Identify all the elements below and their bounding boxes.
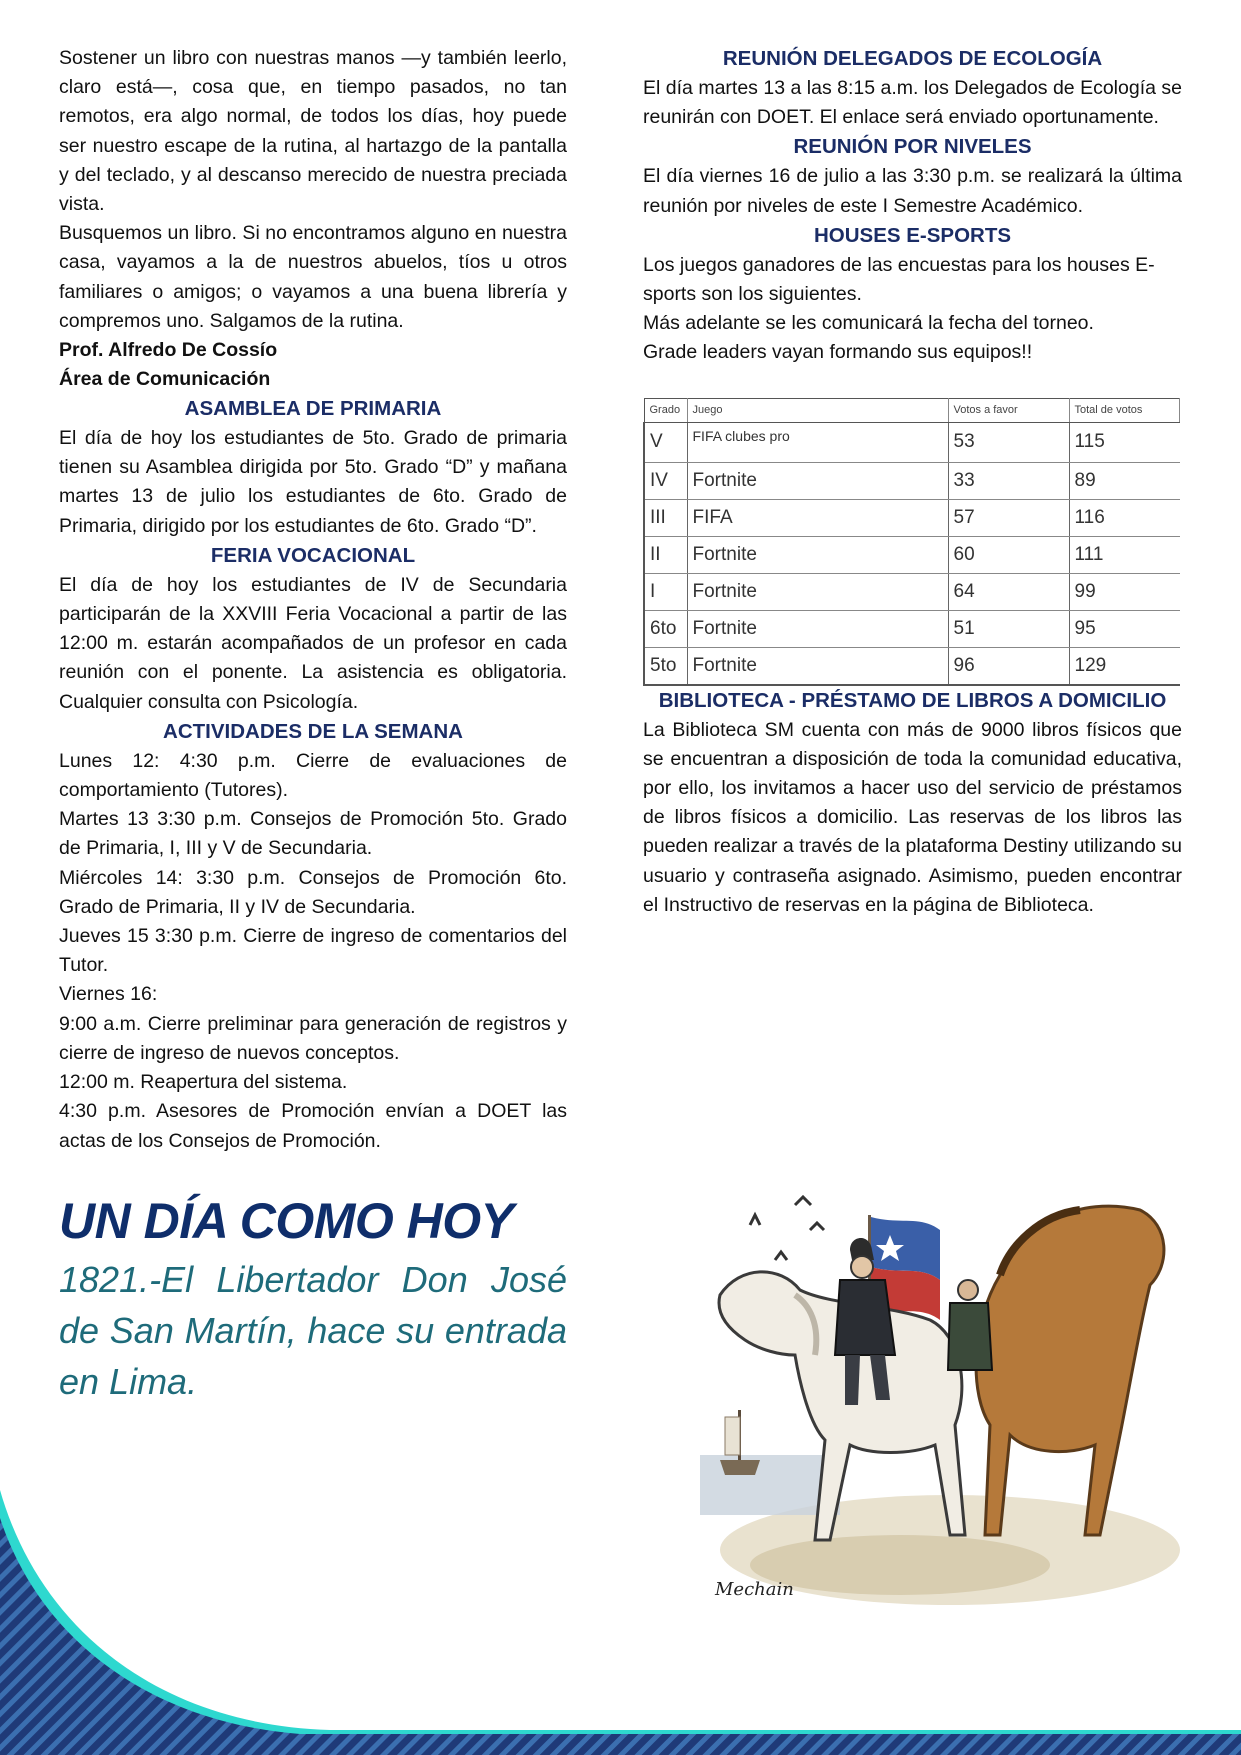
bird-icon (750, 1215, 760, 1225)
intro-paragraph-2: Busquemos un libro. Si no encontramos alguno en nuestra casa, vayamos a la de nuestros abuelos, tíos u otros familiares o amigos; o vayamos a una buena librería y compremos uno. Salgamos de la rutina. (59, 222, 567, 332)
cell-juego: Fortnite (687, 573, 948, 610)
cell-grado: V (644, 422, 687, 462)
artist-signature: Mechain (715, 1579, 794, 1600)
esports-line: Grade leaders vayan formando sus equipos!! (643, 341, 1033, 364)
dia-como-hoy-title: UN DÍA COMO HOY (59, 1192, 514, 1249)
cell-total: 129 (1069, 647, 1180, 685)
cell-total: 95 (1069, 610, 1180, 647)
cell-grado: III (644, 499, 687, 536)
header-total-votos: Total de votos (1069, 398, 1180, 422)
feria-text: El día de hoy los estudiantes de IV de Secundaria participarán de la XXVIII Feria Vocacional a partir de las 12:00 m. estarán acompañados de un profesor en cada reunión con el ponente. La asistencia es obligatoria. Cualquier consulta con Psicología. (59, 573, 567, 713)
bird-icon (810, 1223, 824, 1230)
actividad-item: 12:00 m. Reapertura del sistema. (59, 1071, 348, 1094)
ecologia-title: REUNIÓN DELEGADOS DE ECOLOGÍA (722, 47, 1103, 70)
cell-total: 99 (1069, 573, 1180, 610)
cell-grado: II (644, 536, 687, 573)
esports-votes-table (643, 398, 1180, 686)
actividad-item: 9:00 a.m. Cierre preliminar para generación de registros y cierre de ingreso de nuevos conceptos. (59, 1012, 567, 1064)
ship-icon (720, 1410, 760, 1475)
bird-icon (775, 1252, 787, 1260)
cell-juego: Fortnite (687, 647, 948, 685)
table-row (644, 610, 1180, 647)
header-grado: Grado (644, 398, 687, 422)
table-header-row (644, 398, 1180, 422)
esports-line: Más adelante se les comunicará la fecha del torneo. (643, 312, 1094, 335)
dia-como-hoy-text: 1821.-El Libertador Don José de San Martín, hace su entrada en Lima. (59, 1258, 567, 1402)
cell-juego: FIFA (687, 499, 948, 536)
cell-total: 111 (1069, 536, 1180, 573)
actividad-item: Miércoles 14: 3:30 p.m. Consejos de Promoción 6to. Grado de Primaria, II y IV de Secundaria. (59, 866, 567, 918)
table-row (644, 462, 1180, 499)
cell-votos: 60 (948, 536, 1069, 573)
table-row (644, 499, 1180, 536)
esports-line: Los juegos ganadores de las encuestas para los houses E-sports son los siguientes. (643, 253, 1155, 306)
brown-horse (976, 1206, 1164, 1535)
cell-juego: Fortnite (687, 536, 948, 573)
table-row (644, 573, 1180, 610)
cell-votos: 51 (948, 610, 1069, 647)
actividad-item: 4:30 p.m. Asesores de Promoción envían a DOET las actas de los Consejos de Promoción. (59, 1100, 567, 1152)
biblioteca-text: La Biblioteca SM cuenta con más de 9000 libros físicos que se encuentran a disposición de toda la comunidad educativa, por ello, los invitamos a hacer uso del servicio de préstamos de libros físicos a domicilio. Las reservas de los libros las pueden realizar a través de la plataforma Destiny utilizando su usuario y contraseña asignado. Asimismo, pueden encontrar el Instructivo de reservas en la página de Biblioteca. (643, 718, 1182, 916)
cell-total: 89 (1069, 462, 1180, 499)
asamblea-text: El día de hoy los estudiantes de 5to. Grado de primaria tienen su Asamblea dirigida por 5to. Grado “D” y mañana martes 13 de julio los estudiantes de 6to. Grado de Primaria, dirigido por los estudiantes de 6to. Grado “D”. (59, 427, 567, 537)
actividad-item: Lunes 12: 4:30 p.m. Cierre de evaluaciones de comportamiento (Tutores). (59, 749, 567, 802)
author-name: Prof. Alfredo De Cossío (59, 339, 278, 362)
cell-total: 116 (1069, 499, 1180, 536)
cell-total: 115 (1069, 422, 1180, 462)
left-column (59, 44, 567, 1407)
niveles-text: El día viernes 16 de julio a las 3:30 p.m. se realizará la última reunión por niveles de este I Semestre Académico. (643, 165, 1182, 217)
cell-votos: 57 (948, 499, 1069, 536)
cell-juego: Fortnite (687, 610, 948, 647)
cell-votos: 53 (948, 422, 1069, 462)
actividades-title: ACTIVIDADES DE LA SEMANA (163, 719, 463, 743)
author-area: Área de Comunicación (59, 368, 271, 391)
header-votos-favor: Votos a favor (948, 398, 1069, 422)
esports-title: HOUSES E-SPORTS (813, 223, 1012, 247)
san-martin-illustration (700, 1155, 1180, 1615)
cell-grado: 5to (644, 647, 687, 685)
actividad-item: Martes 13 3:30 p.m. Consejos de Promoción 5to. Grado de Primaria, I, III y V de Secundaria. (59, 808, 567, 860)
table-row (644, 422, 1180, 462)
right-column (643, 44, 1182, 920)
feria-title: FERIA VOCACIONAL (210, 543, 416, 567)
cell-votos: 96 (948, 647, 1069, 685)
intro-paragraph-1: Sostener un libro con nuestras manos —y también leerlo, claro está—, cosa que, en tiempo pasados, no tan remotos, era algo normal, de todos los días, hoy puede ser nuestro escape de la rutina, al hartazgo de la pantalla y del teclado, y al descanso merecido de nuestra preciada vista. (59, 47, 567, 216)
cell-juego: FIFA clubes pro (687, 422, 948, 462)
second-rider-figure (948, 1280, 992, 1370)
actividad-item: Viernes 16: (59, 983, 158, 1006)
cell-votos: 33 (948, 462, 1069, 499)
cell-juego: Fortnite (687, 462, 948, 499)
biblioteca-title: BIBLIOTECA - PRÉSTAMO DE LIBROS A DOMICILIO (658, 688, 1167, 712)
ecologia-text: El día martes 13 a las 8:15 a.m. los Delegados de Ecología se reunirán con DOET. El enlace será enviado oportunamente. (643, 77, 1182, 129)
actividad-item: Jueves 15 3:30 p.m. Cierre de ingreso de comentarios del Tutor. (59, 925, 567, 977)
cell-grado: I (644, 573, 687, 610)
bird-icon (795, 1197, 811, 1205)
cell-votos: 64 (948, 573, 1069, 610)
niveles-title: REUNIÓN POR NIVELES (793, 135, 1032, 159)
cell-grado: 6to (644, 610, 687, 647)
header-juego: Juego (687, 398, 948, 422)
table-row (644, 647, 1180, 685)
table-row (644, 536, 1180, 573)
asamblea-title: ASAMBLEA DE PRIMARIA (184, 397, 442, 421)
cell-grado: IV (644, 462, 687, 499)
